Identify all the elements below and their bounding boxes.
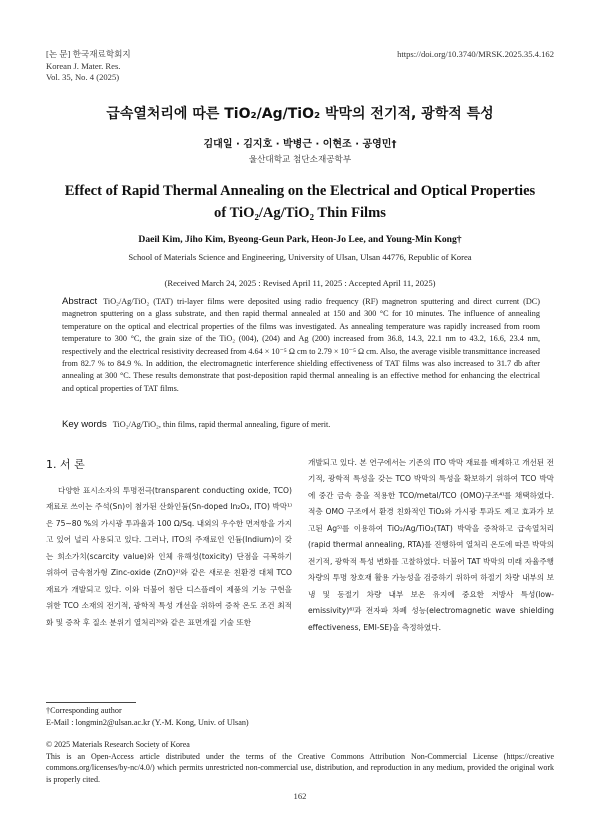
corresponding-author: †Corresponding author	[46, 706, 122, 715]
abstract-text: TiO₂/Ag/TiO₂ (TAT) tri-layer films were deposited using radio frequency (RF) magnetron sputtering and direct current (DC) magnetron sputtering on a glass substrate, and then rapid thermal annealed at 150 and 300 °C for 10 minutes. The influence of annealing temperature on the optical and electrical properties of the films was investigated. As annealing temperature was rapidly increased from room temperature to 300 °C, the grain size of the TiO₂ (004), (204) and Ag (200) increased from 36.8, 14.3, 22.1 nm to 43.2, 16.6, 23.4 nm, respectively and the electrical resistivity decreased from 4.64 × 10⁻⁵ Ω cm to 2.79 × 10⁻⁵ Ω cm. Also, the average visible transmittance increased from 82.7 % to 84.9 %. In addition, the electromagnetic interference shielding effectiveness of TAT films was also increased to 31.7 db after annealing at 300 °C. These results demonstrate that post-deposition rapid thermal annealing is an effective method for enhancing the electrical and optical properties of TAT films.	[62, 297, 540, 393]
keywords-text: TiO₂/Ag/TiO₂, thin films, rapid thermal annealing, figure of merit.	[112, 420, 331, 429]
introduction-text-right: 개발되고 있다. 본 연구에서는 기존의 ITO 박막 재료를 배제하고 개선된 전기적, 광학적 특성을 갖는 TCO 박막의 특성을 확보하기 위하여 TCO 박막에 중간 금속 층을 적용한 TCO/metal/TCO (OMO)구조⁴⁾를 채택하였다. 적층 OMO 구조에서 환경 친화적인 TiO₂와 가시광 투과도 제고 효과가 보고된 Ag⁵⁾를 이용하여 TiO₂/Ag/TiO₂(TAT) 박막을 증착하고 급속열처리(rapid thermal annealing, RTA)를 진행하여 열처리 온도에 따른 박막의 전기적, 광학적 특성 변화를 고찰하였다. 더불어 TAT 박막의 미래 자율주행 차량의 투명 창호재 활용 가능성을 검증하기 위하여 하절기 차량 내부의 보냉 및 동절기 차량 내부 보온 유지에 중요한 저방사 특성(low-emissivity)⁶⁾과 전자파 차폐 성능(electromagnetic wave shielding effectiveness, EMI-SE)을 측정하였다.	[308, 458, 554, 632]
title-english	[40, 180, 560, 224]
body-column-left	[46, 455, 292, 631]
doi-link[interactable]: https://doi.org/10.3740/MRSK.2025.35.4.162	[397, 49, 554, 59]
journal-header	[46, 49, 131, 84]
footnote-divider	[46, 702, 136, 703]
title-korean: 급속열처리에 따른 TiO₂/Ag/TiO₂ 박막의 전기적, 광학적 특성	[106, 106, 494, 122]
authors-korean: 김대일 · 김지호 · 박병근 · 이현조 · 공영민†	[203, 139, 397, 150]
received-dates: (Received March 24, 2025 : Revised April 11, 2025 : Accepted April 11, 2025)	[164, 278, 436, 288]
abstract-label: Abstract	[62, 296, 98, 307]
authors-english: Daeil Kim, Jiho Kim, Byeong-Geun Park, Heon-Jo Lee, and Young-Min Kong†	[138, 234, 462, 245]
body-column-right	[308, 455, 554, 636]
license-text: This is an Open-Access article distributed under the terms of the Creative Commons Attribution Non-Commercial License (https://creative commons.org/licenses/by-nc/4.0/) which permits unrestricted non-commercial use, distribution, and reproduction in any medium, provided the original work is properly cited.	[46, 751, 554, 784]
keywords-label: Key words	[62, 419, 107, 430]
keywords	[62, 419, 540, 430]
affiliation-english: School of Materials Science and Engineering, University of Ulsan, Ulsan 44776, Republic of Korea	[128, 252, 472, 262]
journal-name-ko: [논 문] 한국재료학회지	[46, 49, 131, 59]
affiliation-korean: 울산대학교 첨단소재공학부	[248, 155, 352, 165]
author-email[interactable]: E-Mail : longmin2@ulsan.ac.kr (Y.-M. Kong, Univ. of Ulsan)	[46, 718, 249, 727]
journal-volume: Vol. 35, No. 4 (2025)	[46, 72, 120, 82]
page-number: 162	[293, 791, 307, 801]
abstract	[62, 296, 540, 395]
footnote	[46, 705, 249, 729]
journal-name-en: Korean J. Mater. Res.	[46, 60, 121, 71]
copyright-line: © 2025 Materials Research Society of Korea	[46, 740, 190, 749]
license-block	[46, 739, 554, 785]
introduction-text-left: 다양한 표시소자의 투명전극(transparent conducting oxide, TCO) 재료로 쓰이는 주석(Sn)이 첨가된 산화인듐(Sn-doped In₂O₃, ITO) 박막¹⁾은 75~80 %의 가시광 투과율과 100 Ω/Sq. 내외의 우수한 면저항을 가지고 있어 널리 사용되고 있다. 그러나, ITO의 주재료인 인듐(Indium)이 갖는 희소가치(scarcity value)와 인체 유해성(toxicity) 단점을 극복하기 위하여 금속첨가형 Zinc-oxide (ZnO)²⁾와 같은 새로운 친환경 대체 TCO 재료가 개발되고 있다. 이와 더불어 첨단 디스플레이 제품의 기능 구현을 위한 TCO 소재의 전기적, 광학적 특성 개선을 위하여 증착 온도 조건 최적화 및 증착 후 질소 분위기 열처리³⁾와 같은 표면개질 기술 또한	[46, 486, 292, 627]
title-english-line1: Effect of Rapid Thermal Annealing on the Electrical and Optical Properties	[64, 183, 536, 199]
title-english-line2: of TiO₂/Ag/TiO₂ Thin Films	[214, 205, 386, 221]
section-title-introduction: 1. 서 론	[46, 458, 85, 471]
